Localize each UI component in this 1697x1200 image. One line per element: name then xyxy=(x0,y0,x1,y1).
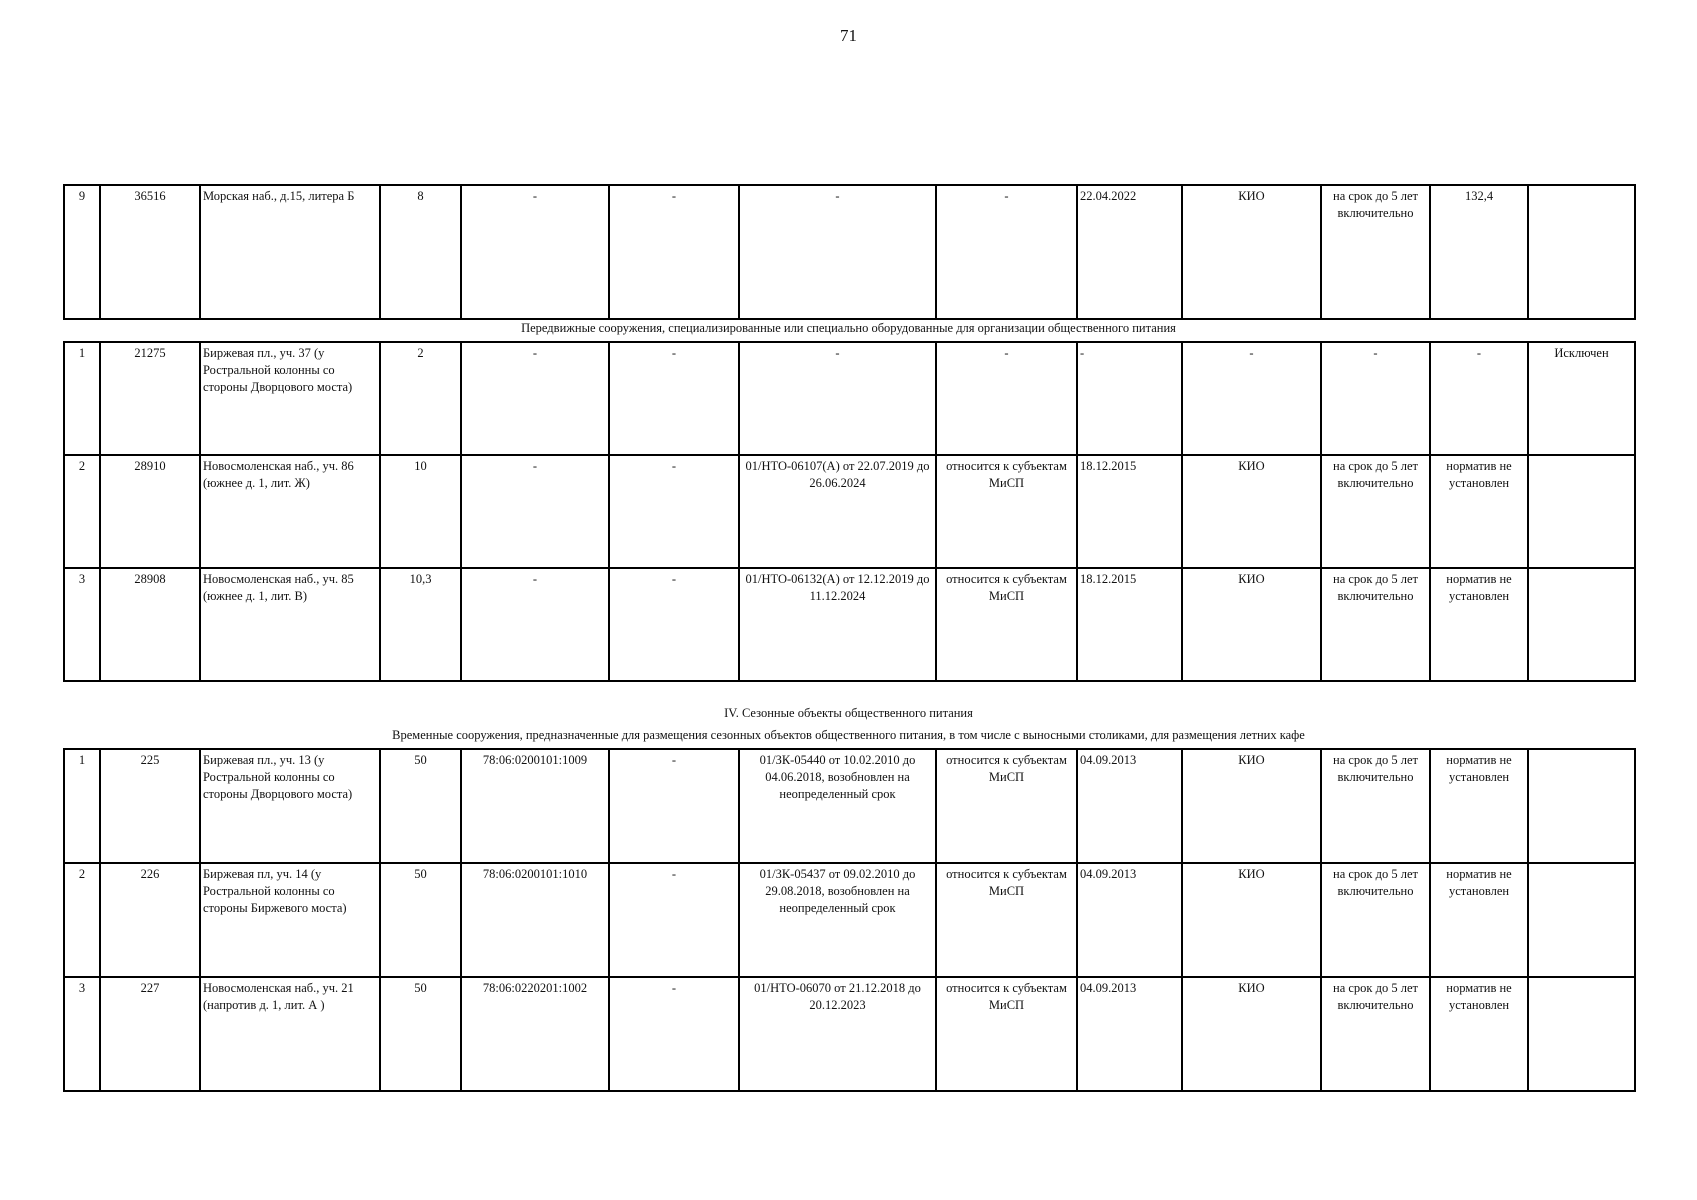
cell-contract: - xyxy=(739,185,936,319)
cell-date: 22.04.2022 xyxy=(1077,185,1182,319)
cell-column-6: - xyxy=(609,568,739,681)
cell-organization: КИО xyxy=(1182,749,1321,863)
cell-cadastral-number: - xyxy=(461,568,609,681)
cell-address: Биржевая пл., уч. 37 (у Ростральной колонны со стороны Дворцового моста) xyxy=(200,342,380,455)
cell-note xyxy=(1528,455,1635,568)
cell-term: на срок до 5 лет включительно xyxy=(1321,455,1430,568)
cell-object-id: 28908 xyxy=(100,568,200,681)
cell-note xyxy=(1528,863,1635,977)
table-row xyxy=(64,863,1635,977)
table-row xyxy=(64,455,1635,568)
cell-row-number: 1 xyxy=(64,342,100,455)
cell-column-6: - xyxy=(609,977,739,1091)
cell-norm: норматив не установлен xyxy=(1430,749,1528,863)
section-heading-seasonal: IV. Сезонные объекты общественного питания xyxy=(724,706,973,720)
cell-contract: 01/НТО-06070 от 21.12.2018 до 20.12.2023 xyxy=(739,977,936,1091)
cell-term: - xyxy=(1321,342,1430,455)
cell-address: Новосмоленская наб., уч. 21 (напротив д. 1, лит. А ) xyxy=(200,977,380,1091)
cell-contract: 01/ЗК-05437 от 09.02.2010 до 29.08.2018, возобновлен на неопределенный срок xyxy=(739,863,936,977)
cell-address: Биржевая пл., уч. 13 (у Ростральной колонны со стороны Дворцового моста) xyxy=(200,749,380,863)
cell-subject-category: - xyxy=(936,342,1077,455)
table-row xyxy=(64,342,1635,455)
cell-organization: - xyxy=(1182,342,1321,455)
cell-subject-category: относится к субъектам МиСП xyxy=(936,863,1077,977)
cell-norm: норматив не установлен xyxy=(1430,455,1528,568)
cell-cadastral-number: 78:06:0200101:1010 xyxy=(461,863,609,977)
cell-note xyxy=(1528,977,1635,1091)
cell-object-id: 21275 xyxy=(100,342,200,455)
cell-term: на срок до 5 лет включительно xyxy=(1321,863,1430,977)
cell-cadastral-number: 78:06:0220201:1002 xyxy=(461,977,609,1091)
cell-note xyxy=(1528,185,1635,319)
cell-term: на срок до 5 лет включительно xyxy=(1321,749,1430,863)
cell-column-6: - xyxy=(609,863,739,977)
table-row xyxy=(64,185,1635,319)
cell-area: 50 xyxy=(380,863,461,977)
section-heading-mobile: Передвижные сооружения, специализированные или специально оборудованные для организации общественного питания xyxy=(521,321,1176,335)
cell-object-id: 36516 xyxy=(100,185,200,319)
table-section-c xyxy=(63,748,1636,1092)
cell-date: - xyxy=(1077,342,1182,455)
cell-area: 50 xyxy=(380,977,461,1091)
cell-norm: норматив не установлен xyxy=(1430,568,1528,681)
cell-object-id: 227 xyxy=(100,977,200,1091)
cell-address: Новосмоленская наб., уч. 85 (южнее д. 1, лит. В) xyxy=(200,568,380,681)
cell-object-id: 225 xyxy=(100,749,200,863)
cell-organization: КИО xyxy=(1182,185,1321,319)
cell-norm: норматив не установлен xyxy=(1430,977,1528,1091)
cell-row-number: 3 xyxy=(64,568,100,681)
cell-contract: 01/НТО-06107(А) от 22.07.2019 до 26.06.2024 xyxy=(739,455,936,568)
cell-address: Биржевая пл, уч. 14 (у Ростральной колонны со стороны Биржевого моста) xyxy=(200,863,380,977)
cell-row-number: 9 xyxy=(64,185,100,319)
cell-cadastral-number: - xyxy=(461,185,609,319)
cell-column-6: - xyxy=(609,749,739,863)
cell-contract: 01/ЗК-05440 от 10.02.2010 до 04.06.2018, возобновлен на неопределенный срок xyxy=(739,749,936,863)
cell-subject-category: относится к субъектам МиСП xyxy=(936,568,1077,681)
cell-area: 8 xyxy=(380,185,461,319)
cell-date: 04.09.2013 xyxy=(1077,749,1182,863)
table-section-a xyxy=(63,184,1636,320)
table-row xyxy=(64,977,1635,1091)
table-row xyxy=(64,568,1635,681)
cell-norm: норматив не установлен xyxy=(1430,863,1528,977)
cell-column-6: - xyxy=(609,342,739,455)
cell-row-number: 2 xyxy=(64,863,100,977)
cell-note xyxy=(1528,749,1635,863)
cell-subject-category: относится к субъектам МиСП xyxy=(936,749,1077,863)
section-subheading-seasonal: Временные сооружения, предназначенные для размещения сезонных объектов общественного питания, в том числе с выносными столиками, для размещения летних кафе xyxy=(392,728,1305,742)
cell-column-6: - xyxy=(609,455,739,568)
cell-subject-category: относится к субъектам МиСП xyxy=(936,455,1077,568)
table-body xyxy=(64,749,1635,1091)
cell-cadastral-number: 78:06:0200101:1009 xyxy=(461,749,609,863)
table-body xyxy=(64,342,1635,681)
page-number: 71 xyxy=(840,26,857,45)
cell-area: 50 xyxy=(380,749,461,863)
cell-term: на срок до 5 лет включительно xyxy=(1321,185,1430,319)
cell-organization: КИО xyxy=(1182,863,1321,977)
cell-contract: - xyxy=(739,342,936,455)
table-row xyxy=(64,749,1635,863)
cell-subject-category: относится к субъектам МиСП xyxy=(936,977,1077,1091)
cell-contract: 01/НТО-06132(А) от 12.12.2019 до 11.12.2024 xyxy=(739,568,936,681)
cell-date: 18.12.2015 xyxy=(1077,568,1182,681)
cell-cadastral-number: - xyxy=(461,342,609,455)
cell-date: 04.09.2013 xyxy=(1077,863,1182,977)
cell-address: Новосмоленская наб., уч. 86 (южнее д. 1, лит. Ж) xyxy=(200,455,380,568)
cell-note xyxy=(1528,568,1635,681)
table-body xyxy=(64,185,1635,319)
cell-organization: КИО xyxy=(1182,977,1321,1091)
cell-term: на срок до 5 лет включительно xyxy=(1321,568,1430,681)
cell-object-id: 226 xyxy=(100,863,200,977)
cell-term: на срок до 5 лет включительно xyxy=(1321,977,1430,1091)
cell-date: 04.09.2013 xyxy=(1077,977,1182,1091)
cell-norm: - xyxy=(1430,342,1528,455)
cell-row-number: 2 xyxy=(64,455,100,568)
cell-organization: КИО xyxy=(1182,455,1321,568)
cell-column-6: - xyxy=(609,185,739,319)
cell-subject-category: - xyxy=(936,185,1077,319)
cell-row-number: 1 xyxy=(64,749,100,863)
cell-organization: КИО xyxy=(1182,568,1321,681)
table-section-b xyxy=(63,341,1636,682)
cell-date: 18.12.2015 xyxy=(1077,455,1182,568)
cell-area: 10 xyxy=(380,455,461,568)
cell-note: Исключен xyxy=(1528,342,1635,455)
cell-area: 10,3 xyxy=(380,568,461,681)
cell-row-number: 3 xyxy=(64,977,100,1091)
cell-norm: 132,4 xyxy=(1430,185,1528,319)
cell-cadastral-number: - xyxy=(461,455,609,568)
cell-area: 2 xyxy=(380,342,461,455)
cell-object-id: 28910 xyxy=(100,455,200,568)
cell-address: Морская наб., д.15, литера Б xyxy=(200,185,380,319)
